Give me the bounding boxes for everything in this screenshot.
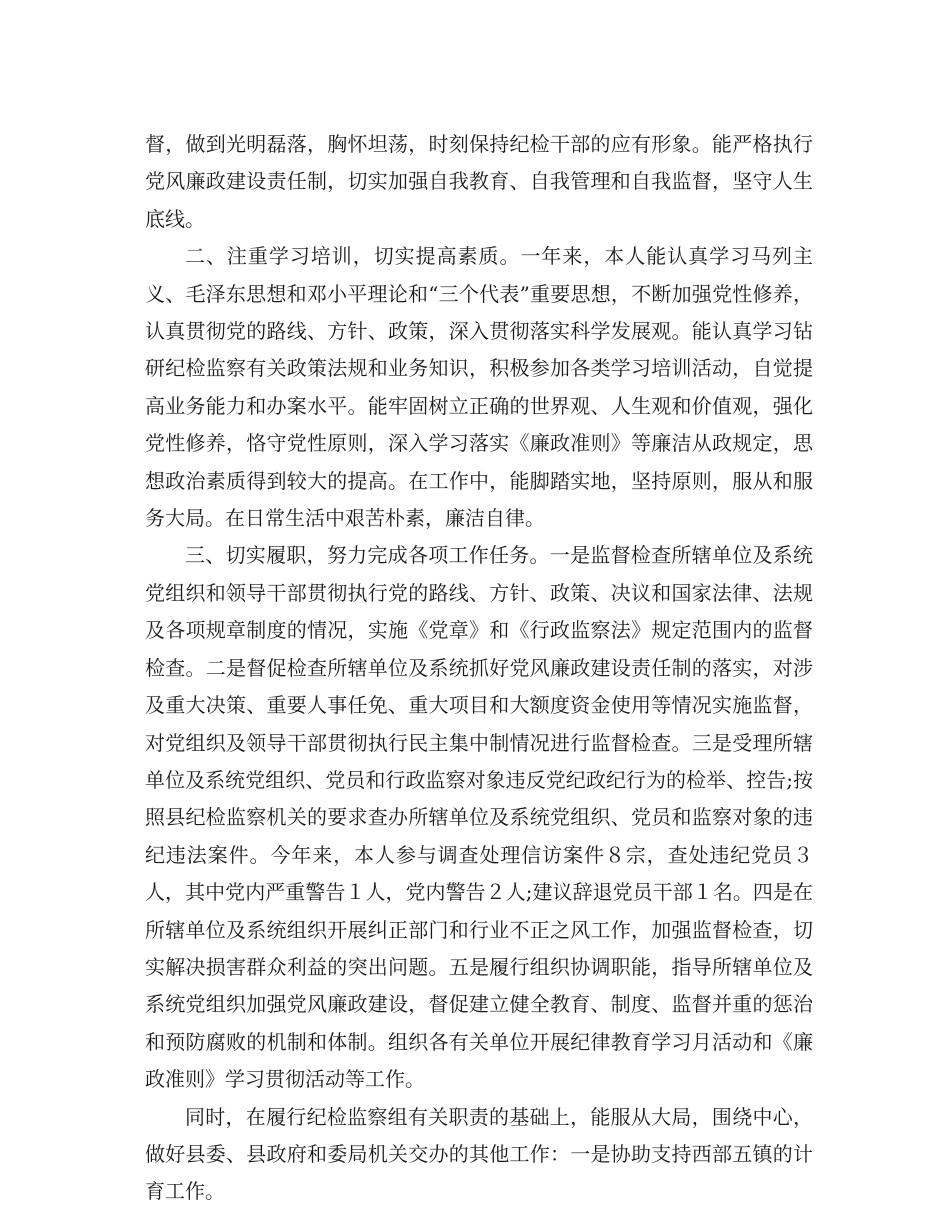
paragraph-study-training: 二、注重学习培训，切实提高素质。一年来，本人能认真学习马列主义、毛泽东思想和邓小平理论和“三个代表”重要思想，不断加强党性修养，认真贯彻党的路线、方针、政策，深入贯彻落实科学发展观。能认真学习钻研纪检监察有关政策法规和业务知识，积极参加各类学习培训活动，自觉提高业务能力和办案水平。能牢固树立正确的世界观、人生观和价值观，强化党性修养，恪守党性原则，深入学习落实《廉政准则》等廉洁从政规定，思想政治素质得到较大的提高。在工作中，能脚踏实地，坚持原则，服从和服务大局。在日常生活中艰苦朴素，廉洁自律。 — [145, 244, 813, 531]
paragraph-continuation: 督，做到光明磊落，胸怀坦荡，时刻保持纪检干部的应有形象。能严格执行党风廉政建设责任制，切实加强自我教育、自我管理和自我监督，坚守人生底线。 — [145, 132, 813, 231]
paragraph-duties: 三、切实履职，努力完成各项工作任务。一是监督检查所辖单位及系统党组织和领导干部贯彻执行党的路线、方针、政策、决议和国家法律、法规及各项规章制度的情况，实施《党章》和《行政监察法》规定范围内的监督检查。二是督促检查所辖单位及系统抓好党风廉政建设责任制的落实，对涉及重大决策、重要人事任免、重大项目和大额度资金使用等情况实施监督，对党组织及领导干部贯彻执行民主集中制情况进行监督检查。三是受理所辖单位及系统党组织、党员和行政监察对象违反党纪政纪行为的检举、控告;按照县纪检监察机关的要求查办所辖单位及系统党组织、党员和监察对象的违纪违法案件。今年来，本人参与调查处理信访案件８宗，查处违纪党员３人，其中党内严重警告１人，党内警告２人;建议辞退党员干部１名。四是在所辖单位及系统组织开展纠正部门和行业不正之风工作，加强监督检查，切实解决损害群众利益的突出问题。五是履行组织协调职能，指导所辖单位及系统党组织加强党风廉政建设，督促建立健全教育、制度、监督并重的惩治和预防腐败的机制和体制。组织各有关单位开展纪律教育学习月活动和《廉政准则》学习贯彻活动等工作。 — [145, 543, 813, 1092]
document-body — [145, 126, 813, 1211]
paragraph-other-work: 同时，在履行纪检监察组有关职责的基础上，能服从大局，围绕中心，做好县委、县政府和委局机关交办的其他工作：一是协助支持西部五镇的计育工作。 — [145, 1104, 813, 1204]
